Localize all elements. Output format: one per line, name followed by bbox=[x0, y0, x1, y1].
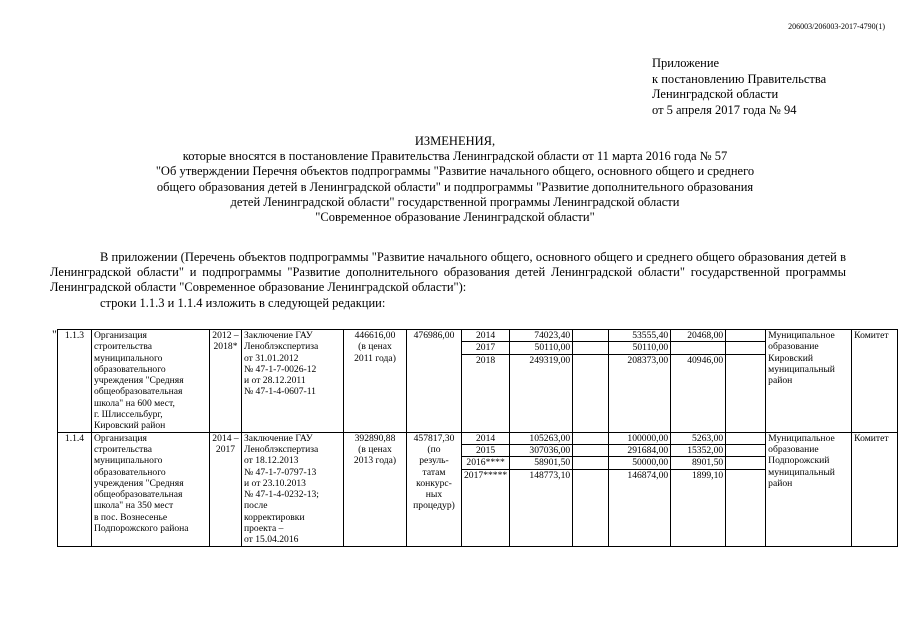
objects-table bbox=[57, 329, 898, 547]
cell-line: Заключение ГАУ bbox=[244, 330, 313, 341]
cell-line: школа" на 350 мест bbox=[94, 500, 174, 512]
expertise-conclusion bbox=[242, 330, 344, 433]
cell-line: г. Шлиссельбург, bbox=[94, 409, 163, 421]
fin-col4 bbox=[726, 330, 766, 433]
fin-local bbox=[671, 330, 726, 433]
fin-c4 bbox=[726, 433, 765, 445]
fin-c1 bbox=[573, 330, 608, 342]
cell-line: № 47-1-4-0607-11 bbox=[244, 386, 316, 398]
fin-c1 bbox=[573, 433, 608, 445]
cell-line: муниципальный bbox=[768, 466, 835, 478]
cell-line: общеобразовательная bbox=[94, 386, 183, 398]
cell-line: № 47-1-7-0026-12 bbox=[244, 363, 317, 375]
intro-instruction: строки 1.1.3 и 1.1.4 изложить в следующей редакции: bbox=[100, 295, 386, 310]
table-row bbox=[58, 330, 898, 433]
cell-line: в пос. Вознесенье bbox=[94, 511, 168, 523]
fin-c1 bbox=[573, 355, 608, 366]
cell-line: учреждения "Средняя bbox=[94, 477, 184, 489]
fin-regional bbox=[609, 432, 671, 546]
appendix-line: к постановлению Правительства bbox=[652, 71, 827, 86]
cell-line: Муниципальное bbox=[768, 432, 835, 444]
appendix-header bbox=[652, 56, 826, 118]
fin-c2: 50000,00 bbox=[609, 457, 670, 469]
cell-line: 2018* bbox=[213, 341, 238, 353]
cell-line: процедур) bbox=[413, 500, 455, 512]
cell-line: Организация bbox=[94, 330, 147, 341]
fin-total: 50110,00 bbox=[510, 342, 572, 354]
fin-c4 bbox=[726, 330, 765, 342]
fin-col4 bbox=[726, 432, 766, 546]
fin-c2: 100000,00 bbox=[609, 433, 670, 445]
opening-quote: " bbox=[52, 327, 57, 341]
cell-line: муниципальный bbox=[768, 363, 835, 375]
cell-line: общеобразовательная bbox=[94, 489, 183, 501]
appendix-line: Ленинградской области bbox=[652, 87, 779, 101]
fin-year: 2014 bbox=[462, 433, 509, 445]
fin-c2: 208373,00 bbox=[627, 354, 669, 366]
cell-line: Леноблэкспертиза bbox=[244, 341, 319, 353]
cell-line: образование bbox=[768, 341, 819, 353]
cell-line: строительства bbox=[94, 443, 153, 455]
fin-year: 2017***** bbox=[464, 469, 508, 481]
fin-years bbox=[462, 330, 510, 433]
fin-year: 2017 bbox=[462, 342, 509, 354]
fin-c4 bbox=[726, 445, 765, 457]
intro-text: В приложении (Перечень объектов подпрограммы "Развитие начального общего, основного общего и среднего общего образования детей в Ленинградской области" и подпрограммы "Развитие дополнительного образования детей Ленинградской области" государственной программы Ленинградской области "Современное образование Ленинградской области"): bbox=[50, 250, 846, 295]
cell-line: (по bbox=[427, 443, 441, 455]
fin-year: 2016**** bbox=[462, 457, 509, 469]
document-id: 206003/206003-2017-4790(1) bbox=[788, 22, 885, 31]
estimated-cost bbox=[344, 432, 407, 546]
fin-c1 bbox=[573, 470, 608, 481]
fin-total: 105263,00 bbox=[510, 433, 572, 445]
subtitle-line: "Современное образование Ленинградской области" bbox=[315, 210, 595, 225]
cell-line: Кировский bbox=[768, 352, 813, 364]
fin-c3: 15352,00 bbox=[671, 445, 725, 457]
fin-col1 bbox=[573, 432, 609, 546]
fin-regional bbox=[609, 330, 671, 433]
cell-line: Подпорожского района bbox=[94, 523, 189, 535]
cell-line: 2014 – bbox=[212, 432, 239, 444]
fin-c4 bbox=[726, 355, 765, 366]
row-number: 1.1.3 bbox=[58, 330, 92, 433]
cell-line: район bbox=[768, 477, 793, 489]
cell-line: (в ценах bbox=[358, 341, 392, 353]
fin-year: 2018 bbox=[475, 354, 496, 366]
fin-c1 bbox=[573, 445, 608, 457]
cell-line: район bbox=[768, 375, 793, 387]
expertise-conclusion bbox=[242, 432, 344, 546]
cell-line: и от 23.10.2013 bbox=[244, 477, 306, 489]
subtitle-line: которые вносятся в постановление Правительства Ленинградской области от 11 марта 2016 года № 57 bbox=[182, 149, 728, 164]
appendix-line: от 5 апреля 2017 года № 94 bbox=[652, 102, 797, 117]
cell-line: учреждения "Средняя bbox=[94, 375, 184, 387]
subtitle-line: общего образования детей в Ленинградской области" и подпрограммы "Развитие дополнительного образования bbox=[156, 179, 754, 194]
fin-c4 bbox=[726, 470, 765, 481]
cell-line: от 15.04.2016 bbox=[244, 534, 299, 546]
fin-c3: 5263,00 bbox=[671, 433, 725, 445]
object-name bbox=[92, 330, 210, 433]
fin-c3: 40946,00 bbox=[687, 354, 724, 366]
construction-years bbox=[210, 432, 242, 546]
total-cost bbox=[407, 330, 462, 433]
fin-c3 bbox=[671, 342, 725, 354]
construction-years bbox=[210, 330, 242, 433]
cell-line: Муниципальное bbox=[768, 330, 835, 341]
recipient bbox=[766, 330, 852, 433]
cell-line: 476986,00 bbox=[413, 330, 455, 341]
cell-line: Комитет bbox=[854, 432, 889, 444]
cell-line: корректировки bbox=[244, 511, 305, 523]
cell-line: образование bbox=[768, 443, 819, 455]
cell-line: Кировский район bbox=[94, 420, 166, 432]
cell-line: от 31.01.2012 bbox=[244, 352, 299, 364]
fin-total: 307036,00 bbox=[510, 445, 572, 457]
fin-c3: 1899,10 bbox=[691, 469, 724, 481]
cell-line: проекта – bbox=[244, 523, 284, 535]
fin-year: 2015 bbox=[462, 445, 509, 457]
fin-total: 58901,50 bbox=[510, 457, 572, 469]
intro-paragraph bbox=[50, 250, 846, 311]
cell-line: образовательного bbox=[94, 363, 166, 375]
cell-line: строительства bbox=[94, 341, 153, 353]
subtitle-line: "Об утверждении Перечня объектов подпрограммы "Развитие начального общего, основного общего и среднего bbox=[155, 164, 755, 179]
fin-year: 2014 bbox=[462, 330, 509, 342]
recipient bbox=[766, 432, 852, 546]
cell-line: (в ценах bbox=[358, 443, 392, 455]
subtitle-line: детей Ленинградской области" государственной программы Ленинградской области bbox=[230, 194, 680, 209]
fin-totals bbox=[510, 432, 573, 546]
cell-line: конкурс- bbox=[416, 477, 452, 489]
fin-total: 74023,40 bbox=[510, 330, 572, 342]
cell-line: школа" на 600 мест, bbox=[94, 397, 175, 409]
cell-line: Леноблэкспертиза bbox=[244, 443, 319, 455]
fin-c1 bbox=[573, 457, 608, 469]
fin-local bbox=[671, 432, 726, 546]
cell-line: Заключение ГАУ bbox=[244, 432, 313, 444]
cell-line: 446616,00 bbox=[354, 330, 396, 341]
fin-c3: 20468,00 bbox=[671, 330, 725, 342]
cell-line: ных bbox=[425, 489, 443, 501]
cell-line: от 18.12.2013 bbox=[244, 455, 299, 467]
cell-line: Комитет bbox=[854, 330, 889, 341]
fin-c2: 53555,40 bbox=[609, 330, 670, 342]
fin-years bbox=[462, 432, 510, 546]
table-row bbox=[58, 432, 898, 546]
fin-c2: 291684,00 bbox=[609, 445, 670, 457]
appendix-line: Приложение bbox=[652, 56, 720, 70]
estimated-cost bbox=[344, 330, 407, 433]
cell-line: 2013 года) bbox=[353, 455, 397, 467]
cell-line: муниципального bbox=[94, 455, 163, 467]
customer bbox=[852, 432, 898, 546]
fin-c2: 146874,00 bbox=[627, 469, 669, 481]
cell-line: 2011 года) bbox=[354, 352, 396, 364]
fin-c4 bbox=[726, 342, 765, 354]
cell-line: № 47-1-7-0797-13 bbox=[244, 466, 317, 478]
cell-line: 2017 bbox=[215, 443, 236, 455]
total-cost bbox=[407, 432, 462, 546]
cell-line: 457817,30 bbox=[413, 432, 455, 444]
cell-line: татам bbox=[422, 466, 446, 478]
fin-total: 148773,10 bbox=[529, 469, 571, 481]
row-number: 1.1.4 bbox=[58, 432, 92, 546]
cell-line: муниципального bbox=[94, 352, 163, 364]
cell-line: 2012 – bbox=[212, 330, 239, 341]
fin-total: 249319,00 bbox=[529, 354, 571, 366]
fin-c1 bbox=[573, 342, 608, 354]
cell-line: Организация bbox=[94, 432, 147, 444]
fin-c4 bbox=[726, 457, 765, 469]
customer bbox=[852, 330, 898, 433]
cell-line: после bbox=[244, 500, 268, 512]
cell-line: и от 28.12.2011 bbox=[244, 375, 306, 387]
fin-c3: 8901,50 bbox=[671, 457, 725, 469]
cell-line: 392890,88 bbox=[354, 432, 396, 444]
fin-totals bbox=[510, 330, 573, 433]
cell-line: Подпорожский bbox=[768, 455, 830, 467]
title-block bbox=[40, 134, 870, 225]
document-title: ИЗМЕНЕНИЯ, bbox=[414, 134, 496, 148]
cell-line: резуль- bbox=[419, 455, 449, 467]
object-name bbox=[92, 432, 210, 546]
fin-col1 bbox=[573, 330, 609, 433]
cell-line: № 47-1-4-0232-13; bbox=[244, 489, 319, 501]
cell-line: образовательного bbox=[94, 466, 166, 478]
fin-c2: 50110,00 bbox=[609, 342, 670, 354]
